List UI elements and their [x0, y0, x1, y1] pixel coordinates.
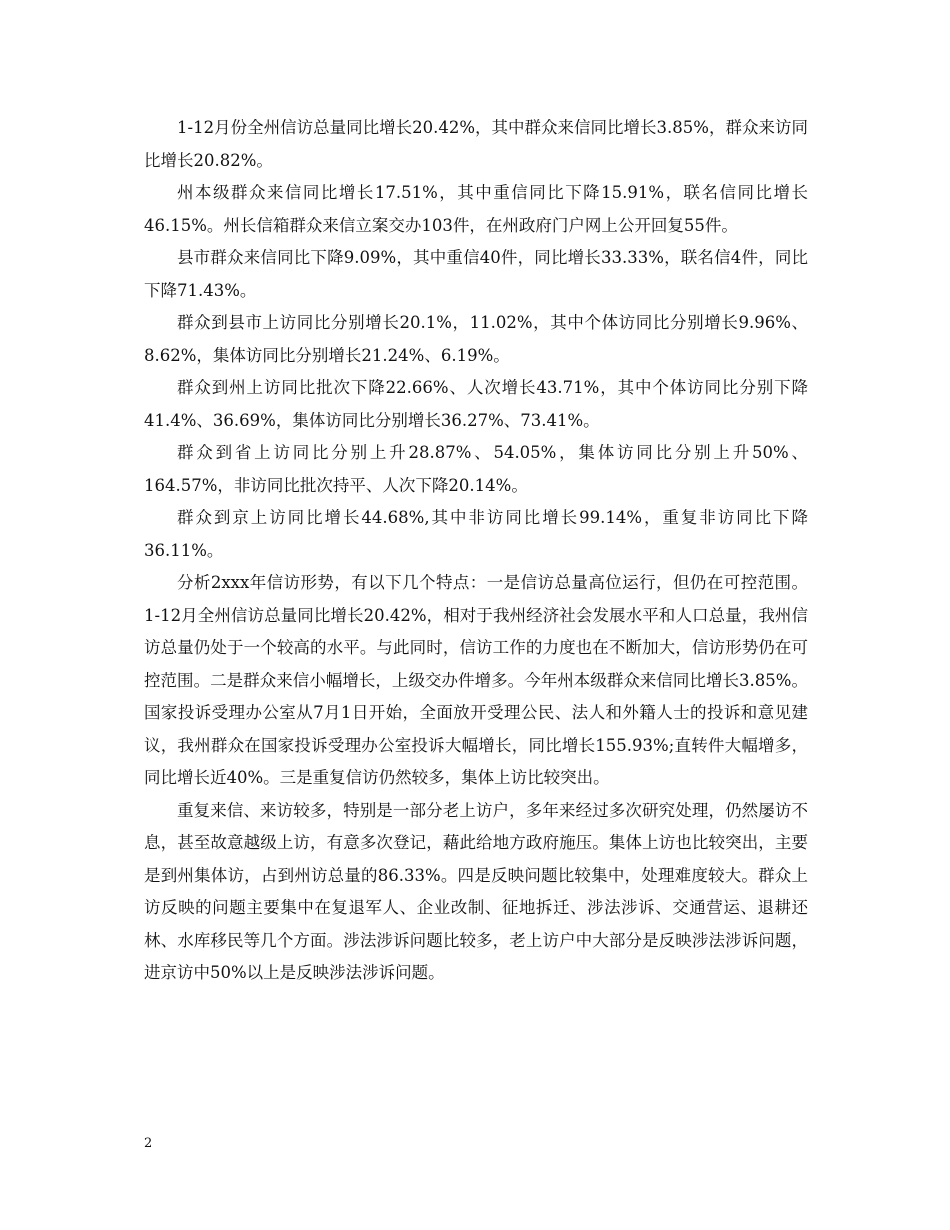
- body-text: [144, 112, 808, 990]
- page-number: 2: [144, 1136, 153, 1151]
- paragraph-county-letters: 县市群众来信同比下降9.09%，其中重信40件，同比增长33.33%，联名信4件，同比下降71.43%。: [144, 248, 808, 300]
- paragraph-county-visits: 群众到县市上访同比分别增长20.1%，11.02%，其中个体访同比分别增长9.96%、8.62%，集体访同比分别增长21.24%、6.19%。: [144, 313, 808, 365]
- paragraph-repeat-visits: 重复来信、来访较多，特别是一部分老上访户，多年来经过多次研究处理，仍然屡访不息，甚至故意越级上访，有意多次登记，藉此给地方政府施压。集体上访也比较突出，主要是到州集体访，占到州访总量的86.33%。四是反映问题比较集中，处理难度较大。群众上访反映的问题主要集中在复退军人、企业改制、征地拆迁、涉法涉诉、交通营运、退耕还林、水库移民等几个方面。涉法涉诉问题比较多，老上访户中大部分是反映涉法涉诉问题，进京访中50%以上是反映涉法涉诉问题。: [144, 800, 808, 982]
- paragraph-total-volume: 1-12月份全州信访总量同比增长20.42%，其中群众来信同比增长3.85%，群众来访同比增长20.82%。: [144, 118, 808, 170]
- paragraph-province-visits: 群众到省上访同比分别上升28.87%、54.05%，集体访同比分别上升50%、164.57%，非访同比批次持平、人次下降20.14%。: [144, 443, 808, 495]
- paragraph-situation-analysis: 分析2xxx年信访形势，有以下几个特点：一是信访总量高位运行，但仍在可控范围。1-12月全州信访总量同比增长20.42%，相对于我州经济社会发展水平和人口总量，我州信访总量仍处于一个较高的水平。与此同时，信访工作的力度也在不断加大，信访形势仍在可控范围。二是群众来信小幅增长，上级交办件增多。今年州本级群众来信同比增长3.85%。国家投诉受理办公室从7月1日开始，全面放开受理公民、法人和外籍人士的投诉和意见建议，我州群众在国家投诉受理办公室投诉大幅增长，同比增长155.93%;直转件大幅增多，同比增长近40%。三是重复信访仍然较多，集体上访比较突出。: [144, 573, 808, 787]
- paragraph-beijing-visits: 群众到京上访同比增长44.68%,其中非访同比增长99.14%，重复非访同比下降36.11%。: [144, 508, 808, 560]
- paragraph-prefecture-letters: 州本级群众来信同比增长17.51%，其中重信同比下降15.91%，联名信同比增长46.15%。州长信箱群众来信立案交办103件，在州政府门户网上公开回复55件。: [144, 183, 808, 235]
- paragraph-prefecture-visits: 群众到州上访同比批次下降22.66%、人次增长43.71%，其中个体访同比分别下降41.4%、36.69%，集体访同比分别增长36.27%、73.41%。: [144, 378, 808, 430]
